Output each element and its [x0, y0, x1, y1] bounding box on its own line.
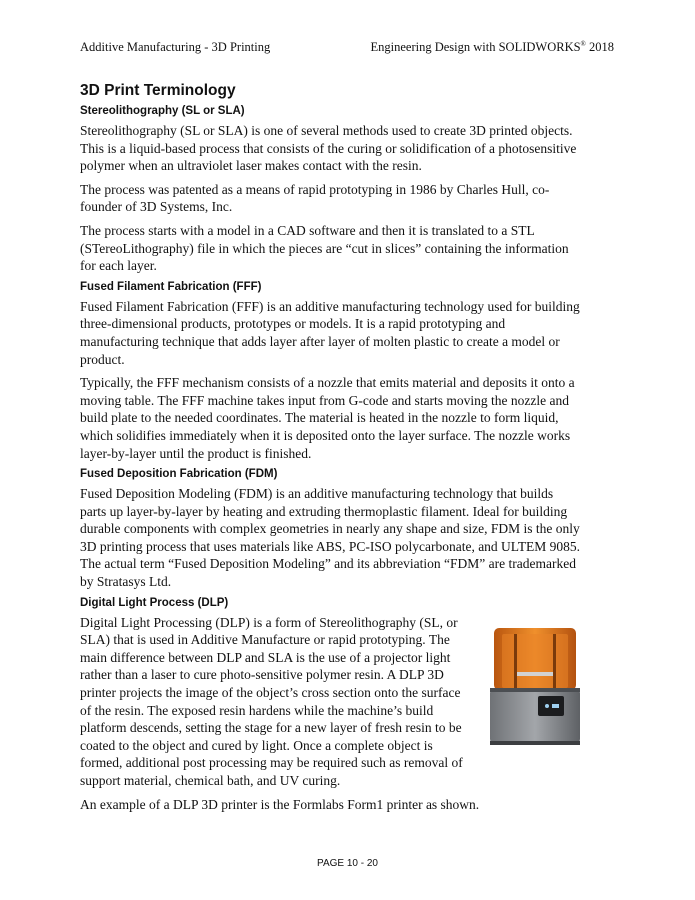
page-title: 3D Print Terminology [80, 82, 236, 99]
section-heading-dlp: Digital Light Process (DLP) [80, 596, 229, 609]
fff-paragraph-1: Fused Filament Fabrication (FFF) is an additive manufacturing technology used for building three-dimensional products, prototypes or models. It is a rapid prototyping and manufacturing technique that adds layer after layer of molten plastic to create a model or product. [80, 298, 580, 367]
registered-mark: ® [580, 40, 586, 48]
sla-paragraph-1: Stereolithography (SL or SLA) is one of several methods used to create 3D printed objects. This is a liquid-based process that consists of the curing or solidification of a photosensitive polymer when an ultraviolet laser makes contact with the resin. [80, 123, 577, 174]
running-header-right [370, 40, 614, 55]
section-heading-fdm: Fused Deposition Fabrication (FDM) [80, 468, 278, 481]
fdm-paragraph-1: Fused Deposition Modeling (FDM) is an additive manufacturing technology that builds parts up layer-by-layer by heating and extruding thermoplastic filament. Ideal for building durable components with complex geometries in nearly any shape and size, FDM is the only 3D printing process that uses materials like ABS, PC-ISO polycarbonate, and ULTEM 9085. The actual term “Fused Deposition Modeling” and its abbreviation “FDM” are trademarked by Stratasys Ltd. [80, 486, 581, 590]
sla-paragraph-2: The process was patented as a means of rapid prototyping in 1986 by Charles Hull, co-founder of 3D Systems, Inc. [80, 181, 550, 215]
fff-paragraph-2: Typically, the FFF mechanism consists of a nozzle that emits material and deposits it onto a moving table. The FFF machine takes input from G-code and starts moving the nozzle and build plate to the needed coordinates. The material is heated in the nozzle to form liquid, which solidifies immediately when it is deposited onto the layer surface. The nozzle works layer-by-layer until the product is finished. [80, 375, 575, 461]
running-header-left: Additive Manufacturing - 3D Printing [80, 40, 271, 54]
sla-paragraph-3: The process starts with a model in a CAD software and then it is translated to a STL (STereoLithography) file in which the pieces are “cut in slices” containing the information for each layer. [80, 222, 569, 274]
section-heading-fff: Fused Filament Fabrication (FFF) [80, 280, 262, 293]
dlp-paragraph-2: An example of a DLP 3D printer is the Formlabs Form1 printer as shown. [80, 796, 480, 812]
header-book-title: Engineering Design with SOLIDWORKS [370, 40, 581, 55]
section-heading-sla: Stereolithography (SL or SLA) [80, 105, 245, 117]
dlp-block [80, 614, 582, 790]
printer-illustration [486, 622, 584, 752]
dlp-paragraph-1: Digital Light Processing (DLP) is a form of Stereolithography (SL, or SLA) that is used in Additive Manufacture or rapid prototyping. The main difference between DLP and SLA is the use of a projector light rather than a laser to cure photo-sensitive polymer resin. A DLP 3D printer projects the image of the object’s cross section onto the surface of the resin. The exposed resin hardens while the machine’s build platform descends, setting the stage for a new layer of fresh resin to be coated to the object and cured by light. Once a complete object is formed, additional post processing may be required such as removal of support material, chemical bath, and UV curing. [80, 614, 463, 788]
header-year: 2018 [585, 40, 614, 55]
formlabs-printer-image [486, 622, 584, 752]
page-number: PAGE 10 - 20 [317, 858, 378, 869]
page-content [80, 82, 582, 819]
